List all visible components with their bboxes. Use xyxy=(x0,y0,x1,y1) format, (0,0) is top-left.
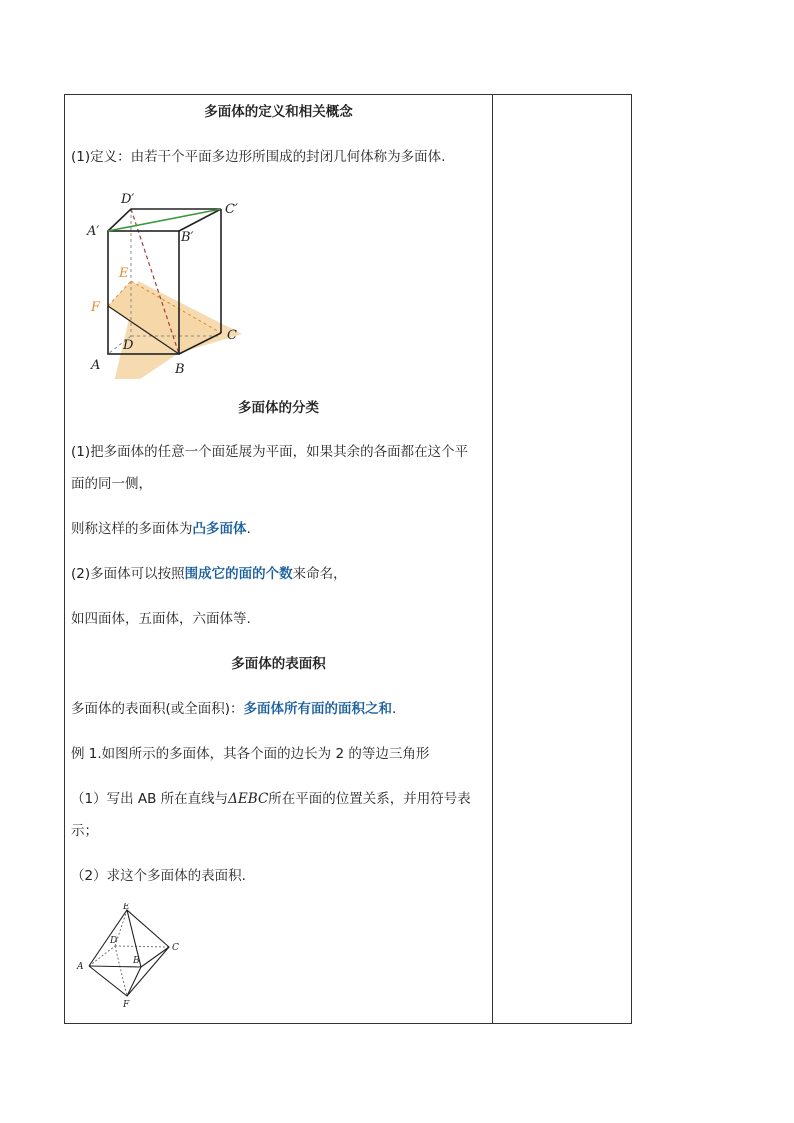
label-d1: D′ xyxy=(121,192,135,207)
examples-sentence: 如四面体，五面体，六面体等. xyxy=(71,611,251,627)
convex-sentence xyxy=(71,520,251,538)
section1-title: 多面体的定义和相关概念 xyxy=(204,104,353,120)
content-column xyxy=(65,95,492,1023)
classification-line1: (1)把多面体的任意一个面延展为平面，如果其余的各面都在这个平 xyxy=(71,444,469,460)
prism-figure xyxy=(85,189,265,379)
edge-ab xyxy=(89,966,141,967)
oct-label-b: B xyxy=(133,956,140,966)
top-diagonal xyxy=(108,209,221,231)
naming-term: 围成它的面的个数 xyxy=(184,566,293,582)
classification-line2: 面的同一侧， xyxy=(71,476,152,492)
document-table xyxy=(64,94,632,1024)
naming-sentence xyxy=(71,565,347,583)
visible-edges xyxy=(89,910,169,996)
surface-term: 多面体所有面的面积之和 xyxy=(243,701,393,717)
label-b1: B′ xyxy=(181,230,194,245)
label-b: B xyxy=(175,362,185,377)
oct-label-d: D xyxy=(110,936,118,946)
q1-prefix: （1）写出 AB 所在直线与 xyxy=(71,791,229,807)
label-c1: C′ xyxy=(225,202,238,217)
column-divider xyxy=(492,95,493,1023)
section3-title: 多面体的表面积 xyxy=(231,656,326,672)
naming-prefix: (2)多面体可以按照 xyxy=(71,566,185,582)
octahedron-figure xyxy=(75,903,185,1013)
example-1: 例 1.如图所示的多面体，其各个面的边长为 2 的等边三角形 xyxy=(71,746,430,762)
oct-label-a: A xyxy=(77,962,84,972)
question-2: （2）求这个多面体的表面积. xyxy=(71,868,246,884)
oct-label-e: E xyxy=(123,903,130,912)
label-c: C xyxy=(227,328,237,343)
label-d: D xyxy=(123,338,134,353)
label-e: E xyxy=(119,266,129,281)
q1-suffix: 所在平面的位置关系，并用符号表 xyxy=(268,791,471,807)
convex-prefix: 则称这样的多面体为 xyxy=(71,521,193,537)
surface-prefix: 多面体的表面积(或全面积)： xyxy=(71,701,244,717)
question-1-line2: 示； xyxy=(71,823,98,839)
label-f: F xyxy=(91,300,101,315)
convex-term: 凸多面体 xyxy=(192,521,247,537)
oct-label-c: C xyxy=(172,943,179,953)
question-1-line1 xyxy=(71,790,471,808)
definition-text: (1)定义：由若干个平面多边形所围成的封闭几何体称为多面体. xyxy=(71,149,446,165)
hidden-edge-dc xyxy=(115,946,169,947)
surface-area-definition xyxy=(71,700,396,718)
label-a1: A′ xyxy=(87,224,100,239)
hidden-edge-ad xyxy=(89,946,115,966)
section2-title: 多面体的分类 xyxy=(238,400,319,416)
naming-suffix: 来命名， xyxy=(292,566,347,582)
convex-suffix: . xyxy=(246,521,251,537)
surface-suffix: . xyxy=(392,701,397,717)
oct-label-f: F xyxy=(123,1000,130,1010)
q1-math: ΔEBC xyxy=(228,791,269,807)
label-a: A xyxy=(91,358,101,373)
